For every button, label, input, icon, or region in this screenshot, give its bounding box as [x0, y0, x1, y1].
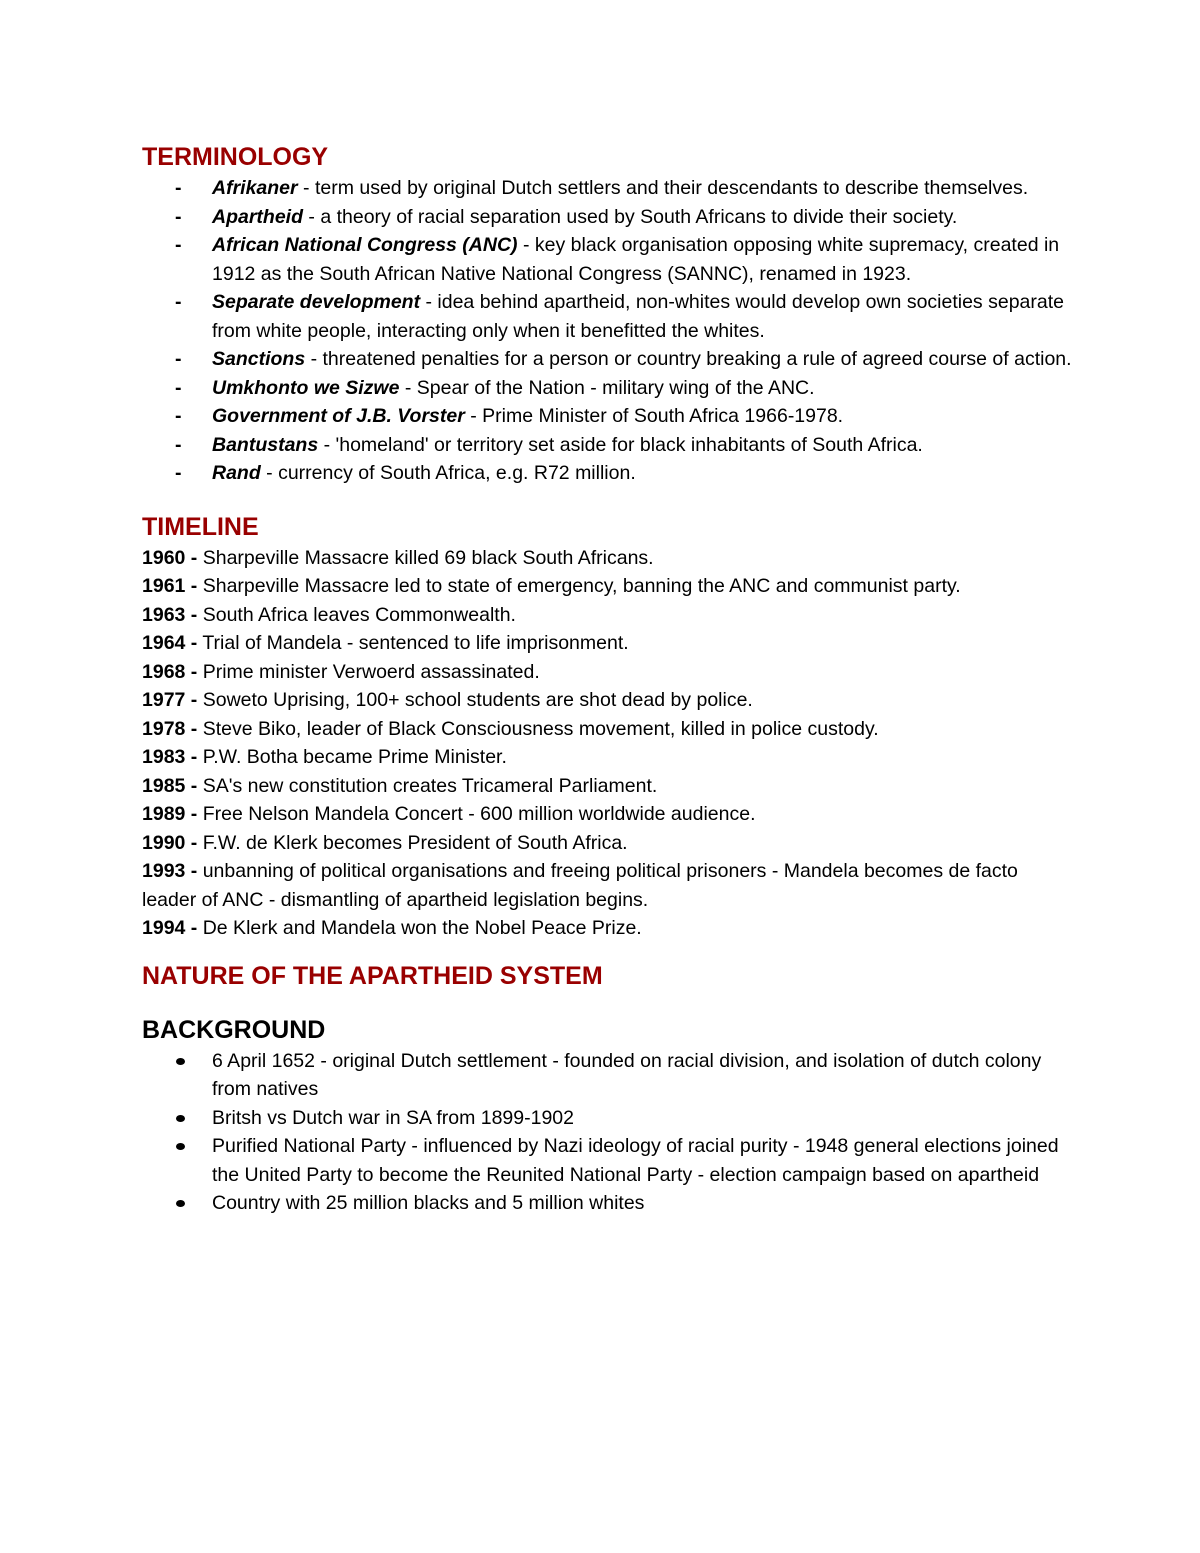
term-name: Government of J.B. Vorster	[212, 405, 465, 427]
list-item	[142, 345, 1072, 374]
timeline-year: 1977 -	[142, 689, 198, 711]
term-definition: - 'homeland' or territory set aside for black inhabitants of South Africa.	[318, 433, 923, 456]
list-item	[142, 203, 1072, 232]
term-definition: - key black organisation opposing white supremacy, created in 1912 as the South African Native National Congress (SANNC), renamed in 1923.	[212, 234, 1060, 285]
background-text: Purified National Party - influenced by Nazi ideology of racial purity - 1948 general elections joined the United Party to become the Reunited National Party - election campaign based on apartheid	[212, 1135, 1059, 1186]
term-name: Separate development	[212, 291, 421, 313]
term-definition: - threatened penalties for a person or country breaking a rule of agreed course of action.	[305, 348, 1072, 370]
timeline-text: Steve Biko, leader of Black Consciousness movement, killed in police custody.	[197, 717, 879, 740]
timeline-heading: TIMELINE	[142, 512, 259, 541]
timeline-year: 1983 -	[142, 746, 198, 768]
timeline-year: 1960 -	[142, 546, 198, 569]
term-definition: - currency of South Africa, e.g. R72 million.	[260, 462, 636, 484]
timeline-year: 1985 -	[142, 774, 198, 797]
timeline-entry	[142, 629, 1072, 658]
timeline-text: Free Nelson Mandela Concert - 600 million worldwide audience.	[197, 803, 756, 825]
term-definition: - Prime Minister of South Africa 1966-1978.	[464, 405, 844, 427]
timeline-text: Trial of Mandela - sentenced to life imprisonment.	[197, 632, 629, 654]
dash-marker: -	[175, 348, 182, 370]
list-item	[142, 1047, 1072, 1104]
term-definition: - idea behind apartheid, non-whites would develop own societies separate from white people, interacting only when it benefitted the whites.	[212, 291, 1064, 342]
bullet-icon	[176, 1115, 185, 1122]
term-name: African National Congress (ANC)	[212, 234, 518, 256]
timeline-year: 1968 -	[142, 660, 198, 683]
list-item	[142, 1189, 1072, 1218]
list-item	[142, 1104, 1072, 1133]
timeline-entry	[142, 572, 1072, 601]
term-definition: - a theory of racial separation used by South Africans to divide their society.	[303, 205, 958, 228]
dash-marker: -	[175, 234, 182, 256]
timeline-entry	[142, 686, 1072, 715]
list-item	[142, 431, 1072, 460]
timeline-year: 1963 -	[142, 603, 198, 626]
timeline-year: 1994 -	[142, 917, 198, 939]
timeline-entry	[142, 914, 1072, 943]
timeline-list	[142, 544, 1072, 943]
timeline-year: 1961 -	[142, 575, 198, 597]
section-gap	[142, 993, 1072, 1013]
bullet-icon	[176, 1200, 185, 1207]
timeline-text: De Klerk and Mandela won the Nobel Peace Prize.	[197, 917, 642, 939]
term-name: Bantustans	[212, 433, 319, 456]
timeline-year: 1978 -	[142, 717, 198, 740]
background-list	[142, 1047, 1072, 1218]
nature-heading: NATURE OF THE APARTHEID SYSTEM	[142, 961, 603, 990]
timeline-entry	[142, 658, 1072, 687]
dash-marker: -	[175, 433, 182, 456]
timeline-text: P.W. Botha became Prime Minister.	[197, 746, 507, 768]
term-name: Apartheid	[212, 205, 304, 228]
term-name: Afrikaner	[212, 177, 298, 199]
timeline-text: SA's new constitution creates Tricameral Parliament.	[197, 774, 658, 797]
dash-marker: -	[175, 177, 182, 199]
timeline-entry	[142, 715, 1072, 744]
list-item	[142, 231, 1072, 288]
timeline-entry	[142, 829, 1072, 858]
timeline-text: Prime minister Verwoerd assassinated.	[197, 660, 540, 683]
list-item	[142, 174, 1072, 203]
dash-marker: -	[175, 291, 182, 313]
background-text: Country with 25 million blacks and 5 million whites	[212, 1192, 645, 1214]
timeline-text: unbanning of political organisations and freeing political prisoners - Mandela becomes de facto leader of ANC - dismantling of apartheid legislation begins.	[142, 860, 1018, 911]
timeline-year: 1989 -	[142, 803, 198, 825]
timeline-entry	[142, 800, 1072, 829]
timeline-entry	[142, 544, 1072, 573]
background-heading: BACKGROUND	[142, 1015, 326, 1044]
list-item	[142, 402, 1072, 431]
list-item	[142, 1132, 1072, 1189]
dash-marker: -	[175, 462, 182, 484]
list-item	[142, 288, 1072, 345]
terminology-list	[142, 174, 1072, 488]
timeline-text: Soweto Uprising, 100+ school students are shot dead by police.	[197, 689, 753, 711]
bullet-icon	[176, 1143, 185, 1150]
term-name: Umkhonto we Sizwe	[212, 376, 400, 399]
term-name: Sanctions	[212, 348, 306, 370]
timeline-text: Sharpeville Massacre killed 69 black South Africans.	[197, 546, 654, 569]
section-gap	[142, 488, 1072, 510]
background-text: Britsh vs Dutch war in SA from 1899-1902	[212, 1106, 574, 1129]
section-gap	[142, 943, 1072, 959]
terminology-heading: TERMINOLOGY	[142, 143, 329, 171]
timeline-entry	[142, 743, 1072, 772]
timeline-year: 1993 -	[142, 860, 198, 882]
document-page	[142, 140, 1072, 1218]
dash-marker: -	[175, 405, 182, 427]
list-item	[142, 374, 1072, 403]
timeline-text: South Africa leaves Commonwealth.	[197, 603, 516, 626]
timeline-text: Sharpeville Massacre led to state of emergency, banning the ANC and communist party.	[197, 575, 961, 597]
timeline-text: F.W. de Klerk becomes President of South Africa.	[197, 831, 628, 854]
dash-marker: -	[175, 205, 182, 228]
bullet-icon	[176, 1058, 185, 1065]
term-definition: - Spear of the Nation - military wing of the ANC.	[399, 376, 815, 399]
timeline-year: 1964 -	[142, 632, 198, 654]
timeline-year: 1990 -	[142, 831, 198, 854]
timeline-entry	[142, 857, 1072, 914]
list-item	[142, 459, 1072, 488]
timeline-entry	[142, 601, 1072, 630]
term-definition: - term used by original Dutch settlers and their descendants to describe themselves.	[297, 177, 1029, 199]
term-name: Rand	[212, 462, 261, 484]
timeline-entry	[142, 772, 1072, 801]
background-text: 6 April 1652 - original Dutch settlement - founded on racial division, and isolation of dutch colony from natives	[212, 1049, 1042, 1100]
dash-marker: -	[175, 376, 182, 399]
